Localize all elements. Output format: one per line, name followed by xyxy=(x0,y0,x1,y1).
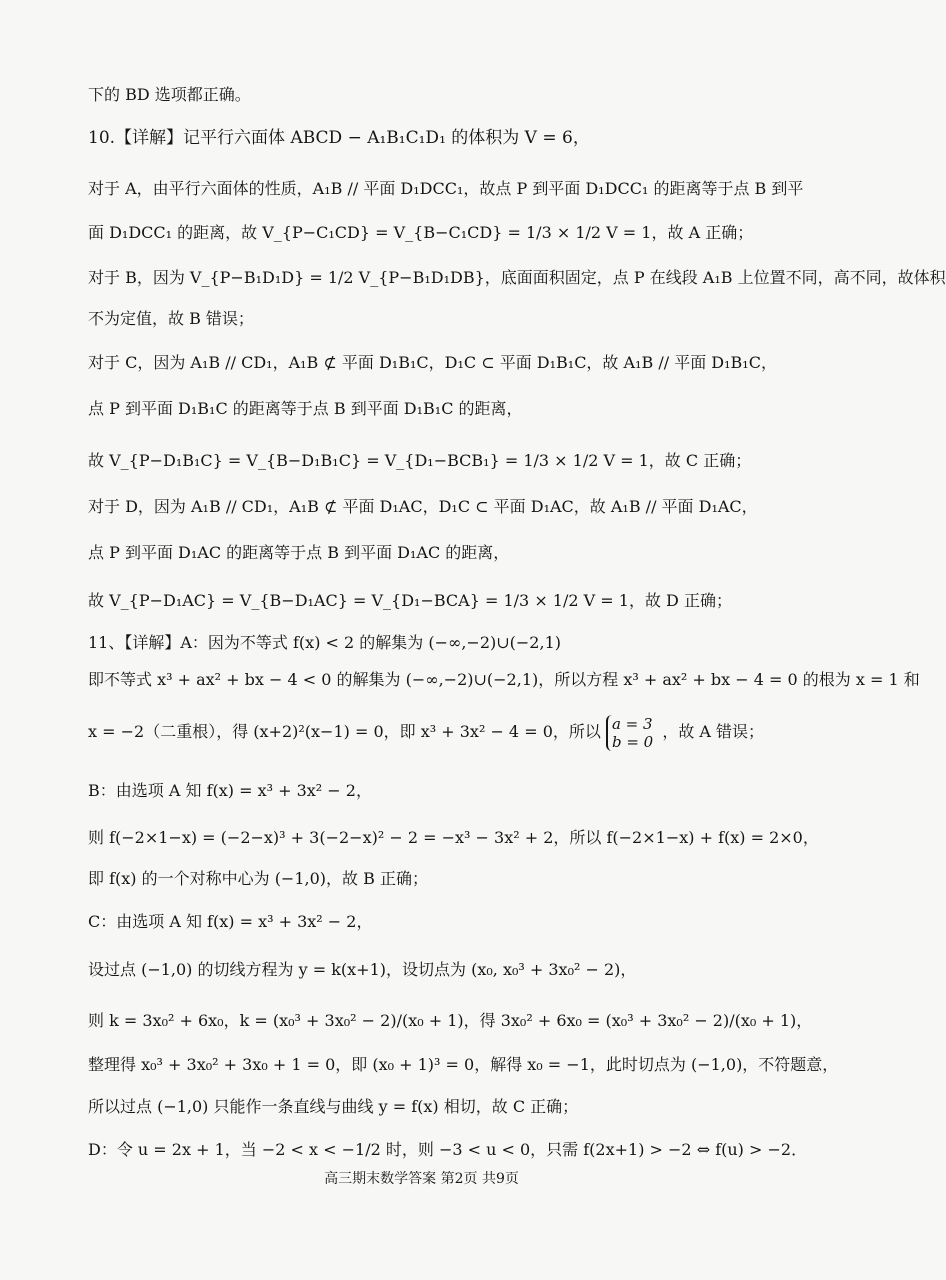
text-line: D：令 u = 2x + 1，当 −2 < x < −1/2 时，则 −3 < u < 0，只需 f(2x+1) > −2 ⇔ f(u) > −2． xyxy=(88,1140,808,1159)
text-line: 11、【详解】A：因为不等式 f(x) < 2 的解集为 (−∞,−2)∪(−2,1) xyxy=(88,633,561,652)
text-line: 整理得 x₀³ + 3x₀² + 3x₀ + 1 = 0，即 (x₀ + 1)³ = 0，解得 x₀ = −1，此时切点为 (−1,0)，不符题意， xyxy=(88,1055,839,1074)
cases-line xyxy=(88,712,803,752)
text-line: x = −2（二重根），得 (x+2)²(x−1) = 0，即 x³ + 3x² − 4 = 0，所以 xyxy=(88,722,601,741)
text-line: 10.【详解】记平行六面体 ABCD − A₁B₁C₁D₁ 的体积为 V = 6， xyxy=(88,128,590,148)
cases-after: ，故 A 错误； xyxy=(662,722,765,741)
text-line: C：由选项 A 知 f(x) = x³ + 3x² − 2， xyxy=(88,912,373,931)
text-line: 即 f(x) 的一个对称中心为 (−1,0)，故 B 正确； xyxy=(88,869,428,888)
text-line: 设过点 (−1,0) 的切线方程为 y = k(x+1)，设切点为 (x₀, x₀³ + 3x₀² − 2)， xyxy=(88,960,637,979)
cases-brace xyxy=(606,715,657,751)
page-footer: 高三期末数学答案 第2页 共9页 xyxy=(324,1171,519,1187)
text-line: 对于 B，因为 V_{P−B₁D₁D} = 1/2 V_{P−B₁D₁DB}，底面面积固定，点 P 在线段 A₁B 上位置不同，高不同，故体积 xyxy=(88,268,946,287)
text-line: 对于 C，因为 A₁B // CD₁，A₁B ⊄ 平面 D₁B₁C，D₁C ⊂ 平面 D₁B₁C，故 A₁B // 平面 D₁B₁C， xyxy=(88,353,777,372)
text-line: 则 k = 3x₀² + 6x₀，k = (x₀³ + 3x₀² − 2)/(x₀ + 1)，得 3x₀² + 6x₀ = (x₀³ + 3x₀² − 2)/(x₀ + 1)， xyxy=(88,1011,813,1030)
cases-top: a = 3 xyxy=(611,714,653,733)
text-line: 故 V_{P−D₁AC} = V_{B−D₁AC} = V_{D₁−BCA} = 1/3 × 1/2 V = 1，故 D 正确； xyxy=(88,591,732,610)
text-line: 点 P 到平面 D₁AC 的距离等于点 B 到平面 D₁AC 的距离， xyxy=(88,543,510,562)
text-line: 下的 BD 选项都正确。 xyxy=(88,85,251,104)
text-line: 不为定值，故 B 错误； xyxy=(88,309,254,328)
text-line: 面 D₁DCC₁ 的距离，故 V_{P−C₁CD} = V_{B−C₁CD} = 1/3 × 1/2 V = 1，故 A 正确； xyxy=(88,223,754,242)
cases-bottom: b = 0 xyxy=(611,732,654,751)
text-line: B：由选项 A 知 f(x) = x³ + 3x² − 2， xyxy=(88,781,372,800)
text-line: 对于 A，由平行六面体的性质，A₁B // 平面 D₁DCC₁，故点 P 到平面 D₁DCC₁ 的距离等于点 B 到平 xyxy=(88,179,804,198)
text-line: 故 V_{P−D₁B₁C} = V_{B−D₁B₁C} = V_{D₁−BCB₁} = 1/3 × 1/2 V = 1，故 C 正确； xyxy=(88,451,752,470)
text-line: 所以过点 (−1,0) 只能作一条直线与曲线 y = f(x) 相切，故 C 正确； xyxy=(88,1097,579,1116)
text-line: 即不等式 x³ + ax² + bx − 4 < 0 的解集为 (−∞,−2)∪(−2,1)，所以方程 x³ + ax² + bx − 4 = 0 的根为 x = 1 和 xyxy=(88,670,920,689)
text-line: 则 f(−2×1−x) = (−2−x)³ + 3(−2−x)² − 2 = −x³ − 3x² + 2，所以 f(−2×1−x) + f(x) = 2×0， xyxy=(88,828,819,847)
text-line: 对于 D，因为 A₁B // CD₁，A₁B ⊄ 平面 D₁AC，D₁C ⊂ 平面 D₁AC，故 A₁B // 平面 D₁AC， xyxy=(88,497,758,516)
text-line: 点 P 到平面 D₁B₁C 的距离等于点 B 到平面 D₁B₁C 的距离， xyxy=(88,399,523,418)
